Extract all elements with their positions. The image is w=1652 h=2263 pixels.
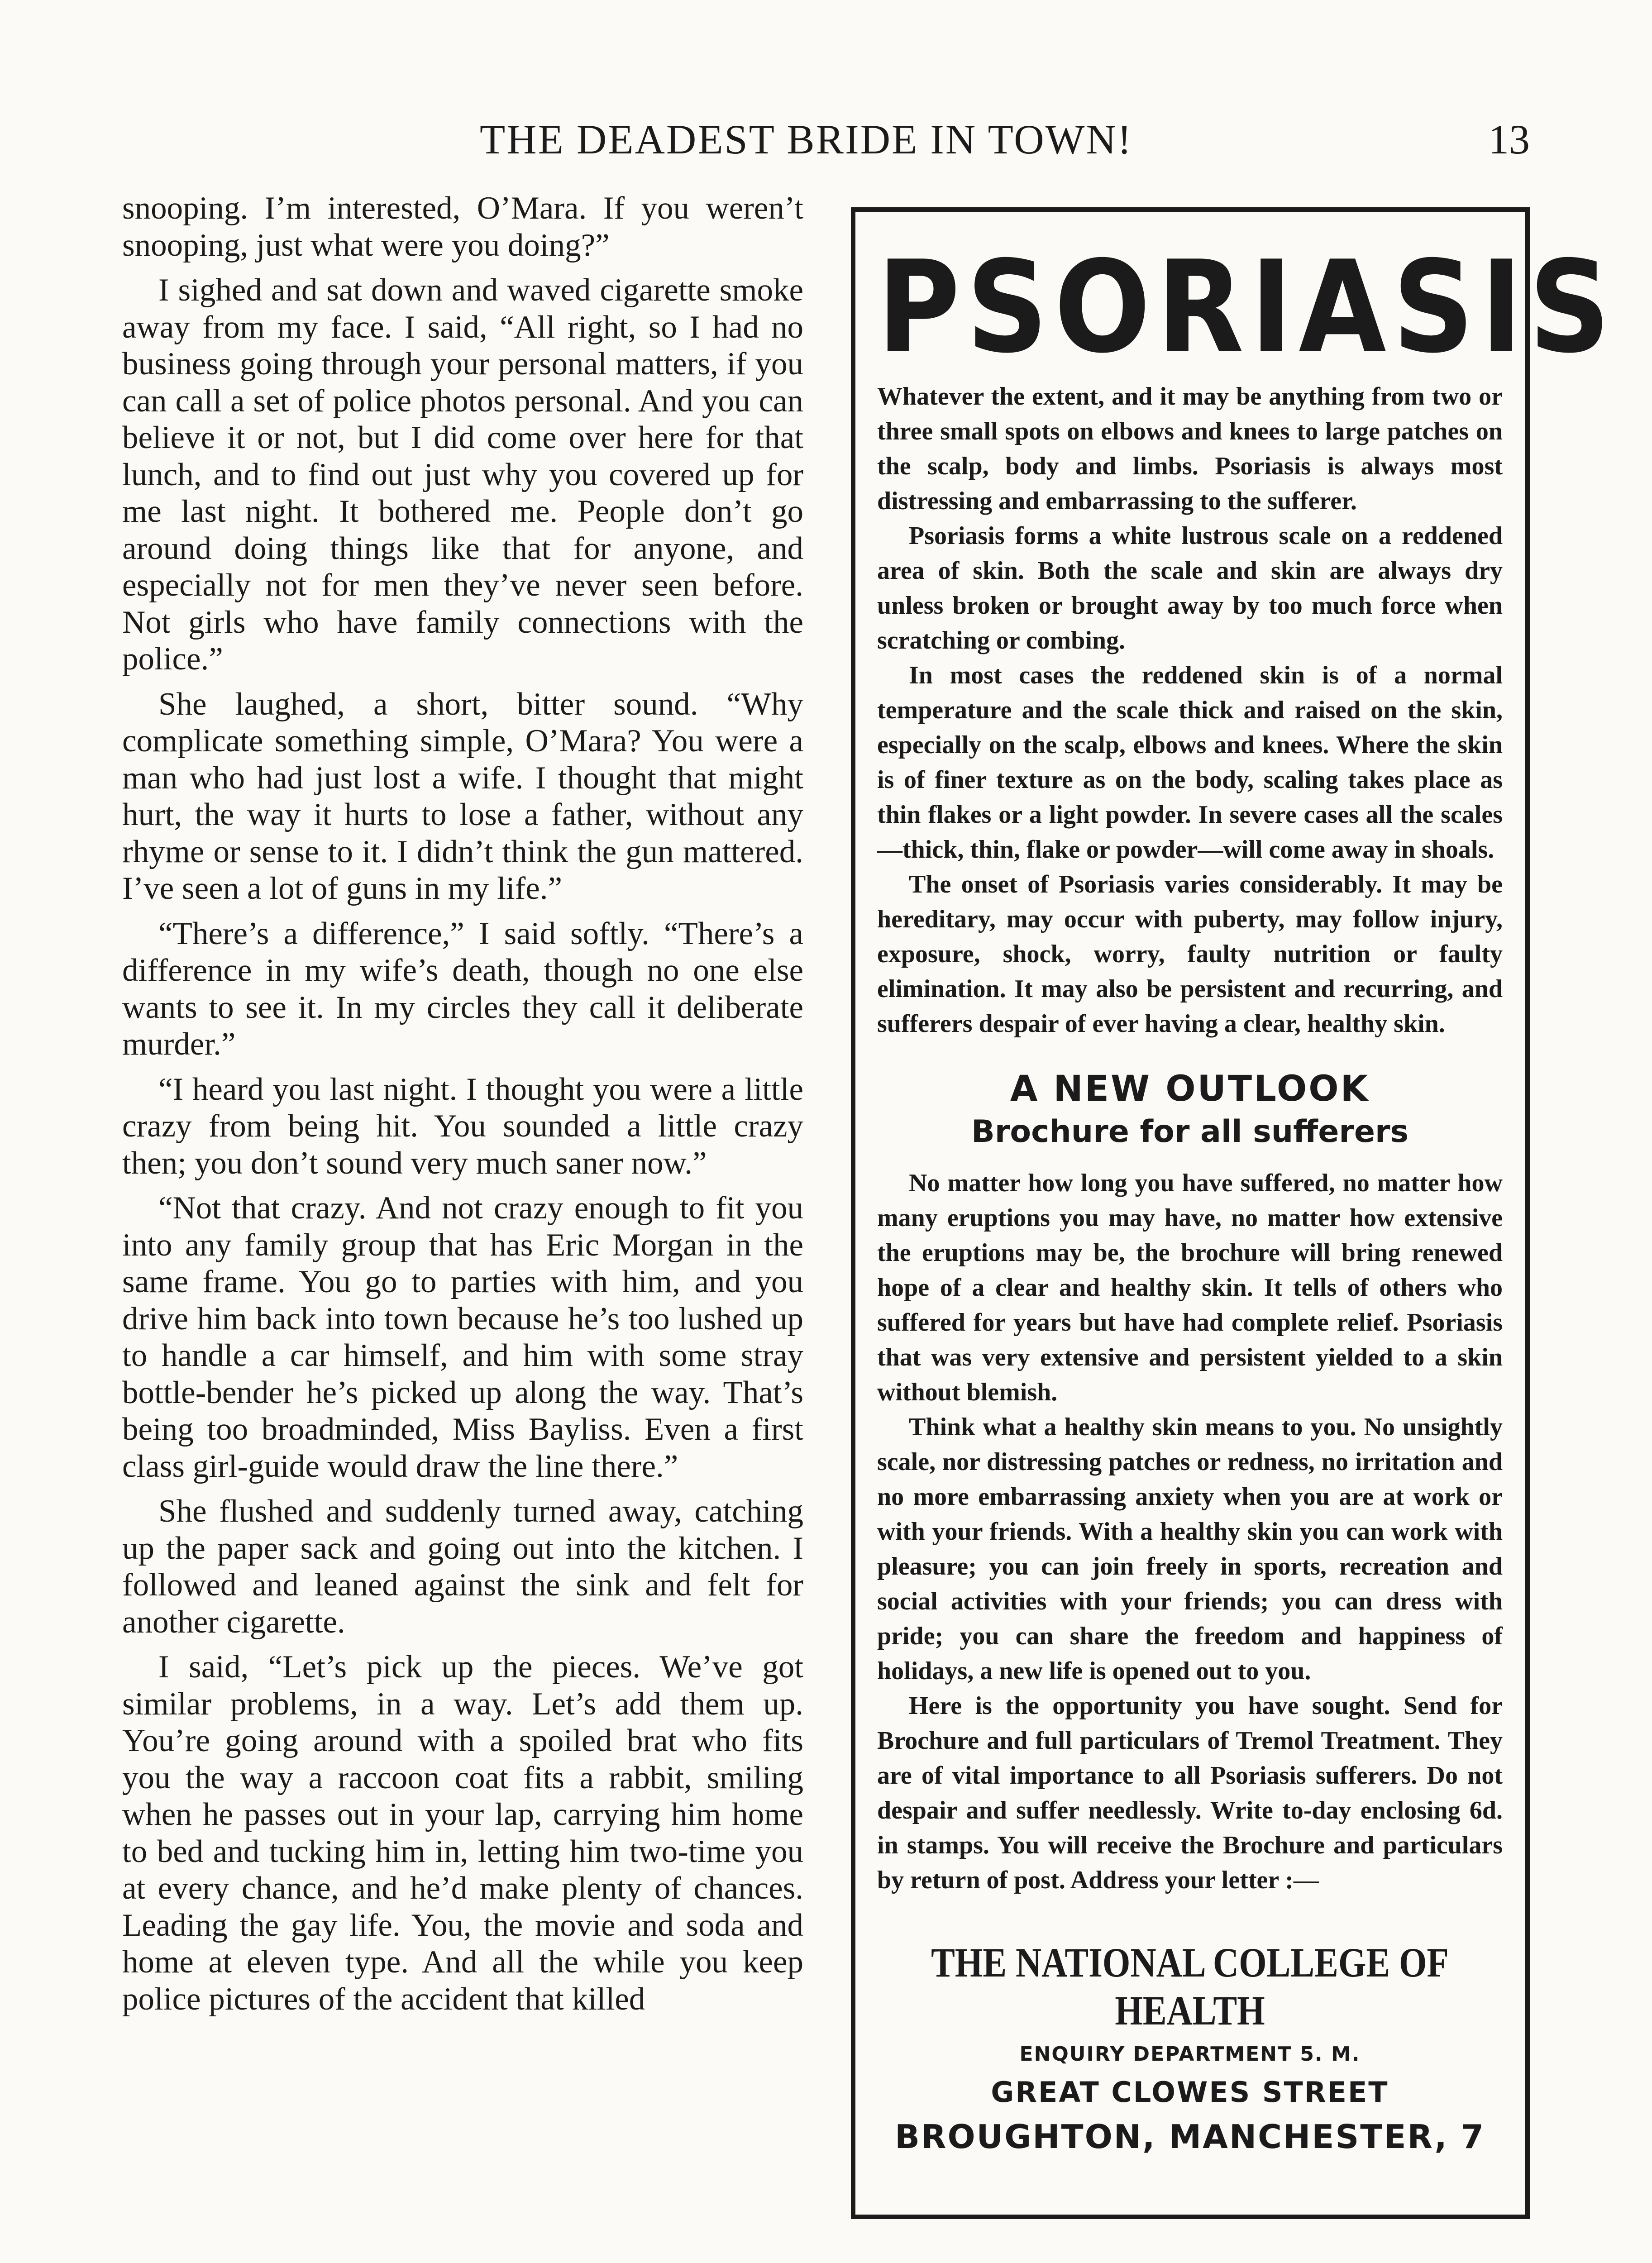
ad-paragraph: Think what a healthy skin means to you. No unsightly scale, nor distressing patches or redness, no irritation and no more embarrassing anxiety when you are at work or with your friends. With a healthy skin you can work with pleasure; you can join freely in sports, recreation and social activities with your friends; you can dress with pride; you can share the freedom and happiness of holidays, a new life is opened out to you. bbox=[877, 1413, 1503, 1685]
ad-paragraph: No matter how long you have suffered, no matter how many eruptions you may have, no matter how extensive the eruptions may be, the brochure will bring renewed hope of a clear and healthy skin. It tells of others who suffered for years but have had complete relief. Psoriasis that was very extensive and persistent yielded to a skin without blemish. bbox=[877, 1169, 1503, 1406]
story-paragraph: She laughed, a short, bitter sound. “Why complicate something simple, O’Mara? You were a man who had just lost a wife. I thought that might hurt, the way it hurts to lose a father, without any rhyme or sense to it. I didn’t think the gun mattered. I’ve seen a lot of guns in my life.” bbox=[122, 686, 803, 906]
ad-address-street: GREAT CLOWES STREET bbox=[991, 2076, 1389, 2109]
ad-paragraph: Here is the opportunity you have sought. Send for Brochure and full particulars of Tremol Treatment. They are of vital importance to all Psoriasis sufferers. Do not despair and suffer needlessly. Write to-day enclosing 6d. in stamps. You will receive the Brochure and particulars by return of post. Address your letter :— bbox=[877, 1692, 1503, 1894]
ad-headline: PSORIASIS bbox=[877, 233, 1617, 381]
ad-subheading: A NEW OUTLOOK bbox=[1010, 1069, 1370, 1109]
story-paragraph: snooping. I’m interested, O’Mara. If you weren’t snooping, just what were you doing?” bbox=[122, 191, 803, 263]
story-paragraph: “I heard you last night. I thought you were a little crazy from being hit. You sounded a little crazy then; you don’t sound very much saner now.” bbox=[122, 1071, 803, 1181]
ad-paragraph: The onset of Psoriasis varies considerably. It may be hereditary, may occur with puberty, may follow injury, exposure, shock, worry, faulty nutrition or faulty elimination. It may also be persistent and recurring, and sufferers despair of ever having a clear, healthy skin. bbox=[877, 870, 1503, 1038]
story-paragraph: “There’s a difference,” I said softly. “There’s a difference in my wife’s death, though no one else wants to see it. In my circles they call it deliberate murder.” bbox=[122, 916, 803, 1062]
running-title: THE DEADEST BRIDE IN TOWN! bbox=[480, 116, 1133, 162]
ad-address-department: ENQUIRY DEPARTMENT 5. M. bbox=[1019, 2043, 1361, 2066]
advertisement-box bbox=[851, 207, 1617, 2219]
page-header bbox=[122, 115, 1530, 165]
story-paragraph: I said, “Let’s pick up the pieces. We’ve got similar problems, in a way. Let’s add them up. You’re going around with a spoiled brat who fits you the way a raccoon coat fits a rabbit, smiling when he passes out in your lap, carrying him home to bed and tucking him in, letting him two-time you at every chance, and he’d make plenty of chances. Leading the gay life. You, the movie and soda and home at eleven type. And all the while you keep police pictures of the accident that killed bbox=[122, 1649, 803, 2017]
ad-paragraph: In most cases the reddened skin is of a normal temperature and the scale thick and raised on the skin, especially on the scalp, elbows and knees. Where the skin is of finer texture as on the body, scaling takes place as thin flakes or a light powder. In severe cases all the scales—thick, thin, flake or powder—will come away in shoals. bbox=[877, 661, 1503, 864]
page-number: 13 bbox=[1488, 116, 1530, 162]
story-paragraph: “Not that crazy. And not crazy enough to fit you into any family group that has Eric Morgan in the same frame. You go to parties with him, and you drive him back into town because he’s too lushed up to handle a car himself, and him with some stray bottle-bender he’s picked up along the way. That’s being too broadminded, Miss Bayliss. Even a first class girl-guide would draw the line there.” bbox=[122, 1190, 803, 1484]
story-paragraph: She flushed and suddenly turned away, catching up the paper sack and going out into the kitchen. I followed and leaned against the sink and felt for another cigarette. bbox=[122, 1494, 803, 1640]
ad-paragraph: Psoriasis forms a white lustrous scale on a reddened area of skin. Both the scale and skin are always dry unless broken or brought away by too much force when scratching or combing. bbox=[877, 522, 1503, 654]
story-paragraph: I sighed and sat down and waved cigarette smoke away from my face. I said, “All right, so I had no business going through your personal matters, if you can call a set of police photos personal. And you can believe it or not, but I did come over here for that lunch, and to find out just why you covered up for me last night. It bothered me. People don’t go around doing things like that for anyone, and especially not for men they’ve never seen before. Not girls who have family connections with the police.” bbox=[122, 272, 803, 677]
ad-organization: THE NATIONAL COLLEGE OF HEALTH bbox=[931, 1939, 1449, 2034]
ad-paragraph: Whatever the extent, and it may be anything from two or three small spots on elbows and knees to large patches on the scalp, body and limbs. Psoriasis is always most distressing and embarrassing to the sufferer. bbox=[877, 382, 1503, 515]
story-column bbox=[122, 190, 803, 2026]
ad-intro bbox=[877, 379, 1503, 1041]
ad-body bbox=[877, 1166, 1503, 1898]
ad-address-city: BROUGHTON, MANCHESTER, 7 bbox=[895, 2118, 1485, 2156]
ad-subheading-secondary: Brochure for all sufferers bbox=[971, 1114, 1408, 1150]
